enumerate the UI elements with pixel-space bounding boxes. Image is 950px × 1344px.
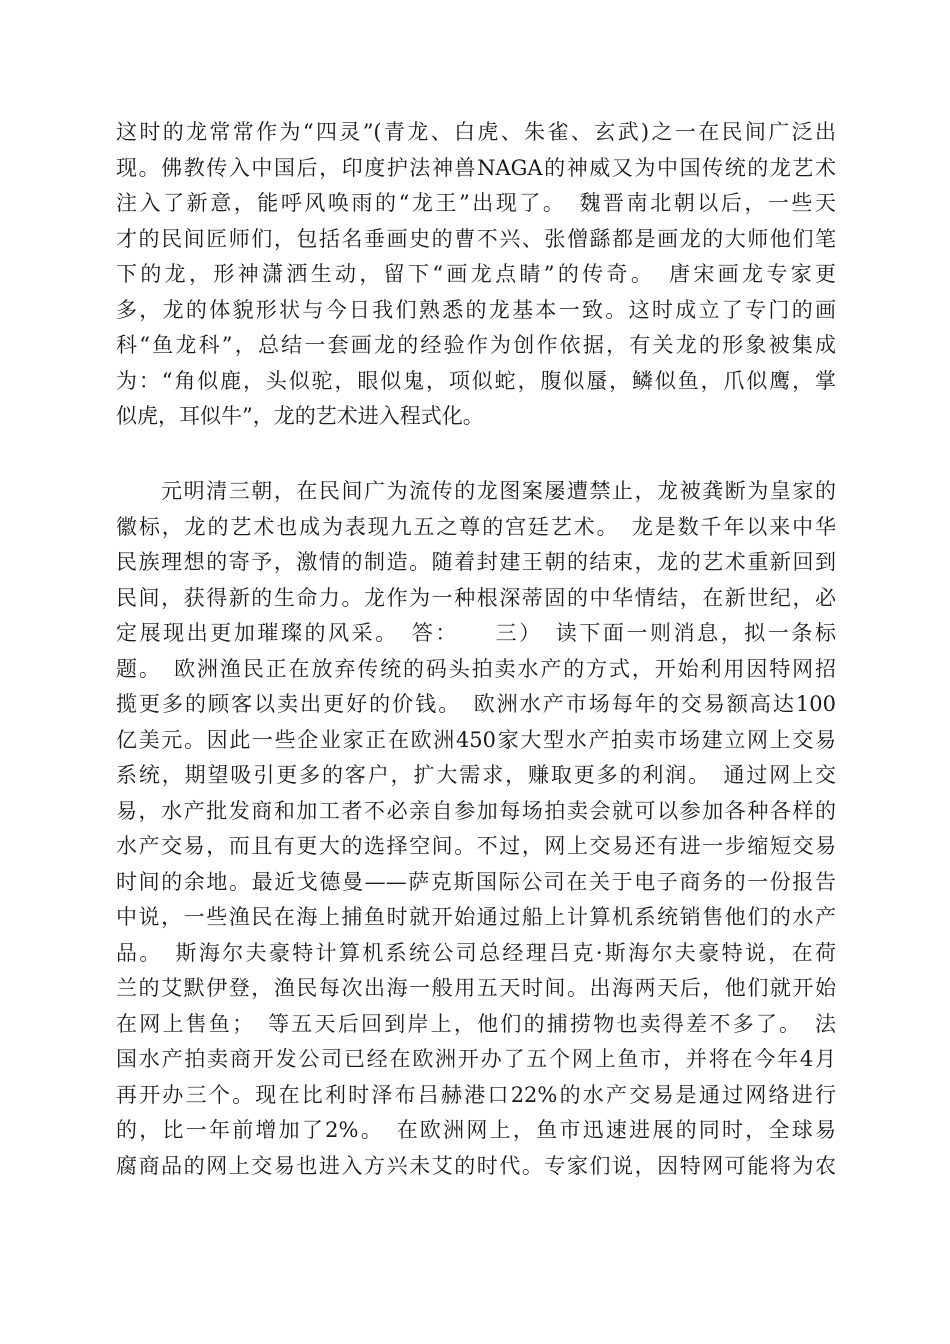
text-line: 为：“角似鹿，头似驼，眼似鬼，项似蛇，腹似蜃，鳞似鱼，爪似鹰，掌 [116,368,836,393]
text-line: 中说，一些渔民在海上捕鱼时就开始通过船上计算机系统销售他们的水产 [116,905,836,929]
text-line: 系统，期望吸引更多的客户，扩大需求，赚取更多的利润。 通过网上交 [116,763,836,787]
text-line: 似虎，耳似牛”，龙的艺术进入程式化。 [116,404,484,428]
text-line: 亿美元。因此一些企业家正在欧洲450家大型水产拍卖市场建立网上交易 [116,727,836,752]
text-line: 时间的余地。最近戈德曼——萨克斯国际公司在关于电子商务的一份报告 [116,869,836,894]
text-line: 国水产拍卖商开发公司已经在欧洲开办了五个网上鱼市，并将在今年4月 [116,1047,836,1071]
text-line: 注入了新意，能呼风唤雨的“龙王”出现了。 魏晋南北朝以后，一些天 [116,191,836,215]
text-line: 腐商品的网上交易也进入方兴未艾的时代。专家们说，因特网可能将为农 [116,1153,836,1178]
text-line: 民族理想的寄予，激情的制造。随着封建王朝的结束，龙的艺术重新回到 [116,550,836,574]
text-line: 题。 欧洲渔民正在放弃传统的码头拍卖水产的方式，开始利用因特网招 [116,656,836,681]
text-line: 的，比一年前增加了2%。 在欧洲网上，鱼市迅速进展的同时，全球易 [116,1118,836,1142]
text-line: 徽标，龙的艺术也成为表现九五之尊的宫廷艺术。 龙是数千年以来中华 [116,514,836,539]
text-line: 这时的龙常常作为“四灵”(青龙、白虎、朱雀、玄武)之一在民间广泛出 [116,120,836,144]
text-line: 品。 斯海尔夫豪特计算机系统公司总经理吕克·斯海尔夫豪特说，在荷 [116,940,836,965]
text-line: 现。佛教传入中国后，印度护法神兽NAGA的神威又为中国传统的龙艺术 [116,155,836,180]
paragraph-fish-market [116,474,836,1184]
text-line: 在网上售鱼； 等五天后回到岸上，他们的捕捞物也卖得差不多了。 法 [116,1011,836,1036]
text-line: 多，龙的体貌形状与今日我们熟悉的龙基本一致。这时成立了专门的画 [116,297,836,322]
text-line: 再开办三个。现在比利时泽布吕赫港口22%的水产交易是通过网络进行 [116,1082,836,1107]
text-line: 兰的艾默伊登，渔民每次出海一般用五天时间。出海两天后，他们就开始 [116,976,836,1000]
text-line: 元明清三朝，在民间广为流传的龙图案屡遭禁止，龙被龚断为皇家的 [116,479,836,503]
text-line: 科“鱼龙科”，总结一套画龙的经验作为创作依据，有关龙的形象被集成 [116,333,836,357]
text-line: 揽更多的顾客以卖出更好的价钱。 欧洲水产市场每年的交易额高达100 [116,692,836,716]
text-line: 水产交易，而且有更大的选择空间。不过，网上交易还有进一步缩短交易 [116,834,836,858]
text-line: 易，水产批发商和加工者不必亲自参加每场拍卖会就可以参加各种各样的 [116,798,836,823]
paragraph-dragon-history [116,115,836,435]
text-line: 才的民间匠师们，包括名垂画史的曹不兴、张僧繇都是画龙的大师他们笔 [116,226,836,251]
text-line: 下的龙，形神潇洒生动，留下“画龙点睛”的传奇。 唐宋画龙专家更 [116,262,836,286]
text-line: 定展现出更加璀璨的风采。 答： 三） 读下面一则消息，拟一条标 [116,621,836,645]
text-line: 民间，获得新的生命力。龙作为一种根深蒂固的中华情结，在新世纪，必 [116,585,836,610]
